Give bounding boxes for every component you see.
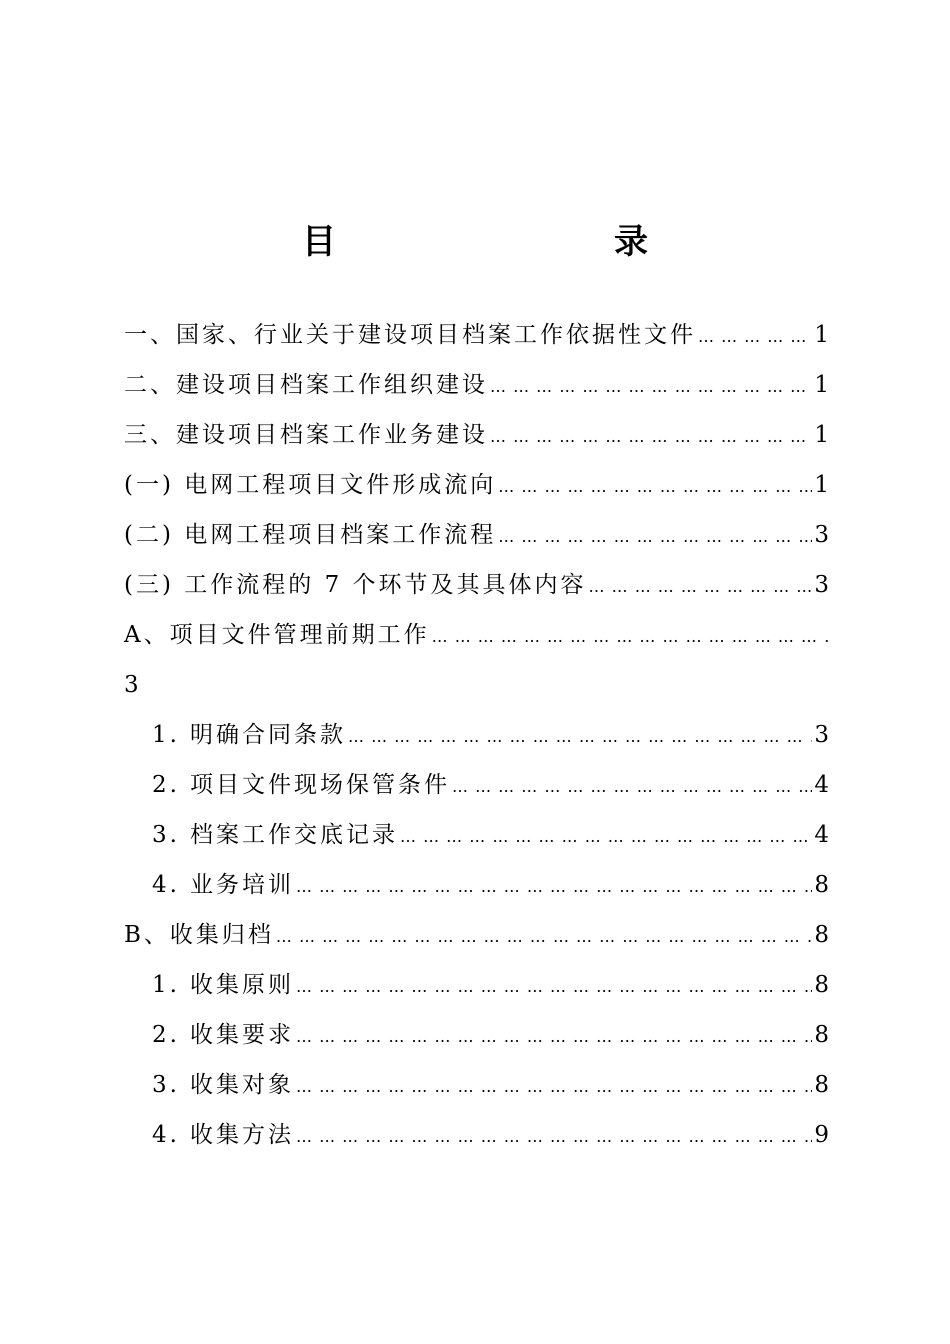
toc-entry[interactable] [124,510,829,560]
toc-entry[interactable] [124,610,829,660]
dot-leader [498,512,812,562]
dot-leader [490,362,812,412]
dot-leader [490,412,812,462]
toc-entry-text: 收集要求 [190,1022,294,1048]
toc-entry-text: 项目文件现场保管条件 [190,772,450,798]
dot-leader [296,1112,812,1162]
toc-entry-page: 3 [814,572,829,598]
toc-entry-text: 明确合同条款 [190,722,346,748]
toc-entry[interactable] [124,710,829,760]
toc-entry-page: 3 [124,672,139,698]
toc-entry-page: 1 [814,322,829,348]
toc-entry-page: 8 [814,922,829,948]
toc-entry[interactable] [124,960,829,1010]
toc-entry[interactable] [124,460,829,510]
toc-entry-label: (三) 工作流程的 7 个环节及其具体内容 [124,572,587,598]
toc-entry-label: (一) 电网工程项目文件形成流向 [124,472,497,498]
toc-entry-label [152,1060,294,1110]
dot-leader [348,712,812,762]
table-of-contents [124,310,829,1160]
toc-entry-number: 4. [152,872,180,898]
toc-entry-page: 1 [814,372,829,398]
dot-leader [498,462,812,512]
page-title: 目 录 [302,222,718,262]
toc-entry-page: 9 [814,1122,829,1148]
toc-entry-page: 3 [814,522,829,548]
toc-entry[interactable] [124,310,829,360]
dot-leader [296,1012,812,1062]
toc-entry-page: 8 [814,1022,829,1048]
toc-entry-label [152,1010,294,1060]
toc-entry-label [152,760,450,810]
dot-leader [296,962,812,1012]
toc-entry[interactable] [124,760,829,810]
toc-entry-label [152,1110,294,1160]
toc-entry-number: 2. [152,1022,180,1048]
toc-entry-text: 收集对象 [190,1072,294,1098]
toc-entry-page: 1 [814,472,829,498]
toc-entry-page: 8 [814,872,829,898]
toc-entry-label: B、收集归档 [124,922,274,948]
toc-entry-number: 1. [152,972,180,998]
toc-entry-page: 8 [814,1072,829,1098]
toc-entry-label: A、项目文件管理前期工作 [124,622,430,648]
toc-entry[interactable] [124,360,829,410]
toc-entry[interactable] [124,1110,829,1160]
toc-entry-text: 档案工作交底记录 [190,822,398,848]
toc-entry-text: 业务培训 [190,872,294,898]
toc-entry-label [152,810,398,860]
dot-leader [452,762,812,812]
toc-entry[interactable] [124,810,829,860]
toc-entry-label [152,710,346,760]
toc-entry-page: 8 [814,972,829,998]
toc-entry-text: 收集原则 [190,972,294,998]
toc-entry-page: 4 [814,772,829,798]
toc-entry-page: 4 [814,822,829,848]
toc-entry[interactable] [124,560,829,610]
dot-leader [589,562,813,612]
toc-entry[interactable] [124,410,829,460]
toc-entry-number: 3. [152,1072,180,1098]
toc-entry[interactable] [124,910,829,960]
dot-leader [276,912,812,962]
toc-entry-page: 3 [814,722,829,748]
toc-entry[interactable] [124,1010,829,1060]
dot-leader [698,312,812,362]
toc-entry-label: (二) 电网工程项目档案工作流程 [124,522,497,548]
toc-entry-text: 收集方法 [190,1122,294,1148]
toc-entry-label: 二、建设项目档案工作组织建设 [124,372,488,398]
toc-entry-page: 1 [814,422,829,448]
dot-leader [432,612,829,662]
toc-entry-number: 2. [152,772,180,798]
toc-entry-number: 4. [152,1122,180,1148]
dot-leader [296,862,812,912]
toc-entry[interactable] [124,1060,829,1110]
toc-entry-page-wrapped [124,660,829,710]
toc-entry-number: 3. [152,822,180,848]
toc-entry[interactable] [124,860,829,910]
toc-entry-label: 一、国家、行业关于建设项目档案工作依据性文件 [124,322,696,348]
toc-entry-label [152,960,294,1010]
dot-leader [296,1062,812,1112]
toc-entry-label: 三、建设项目档案工作业务建设 [124,422,488,448]
toc-entry-label [152,860,294,910]
dot-leader [400,812,812,862]
toc-entry-number: 1. [152,722,180,748]
